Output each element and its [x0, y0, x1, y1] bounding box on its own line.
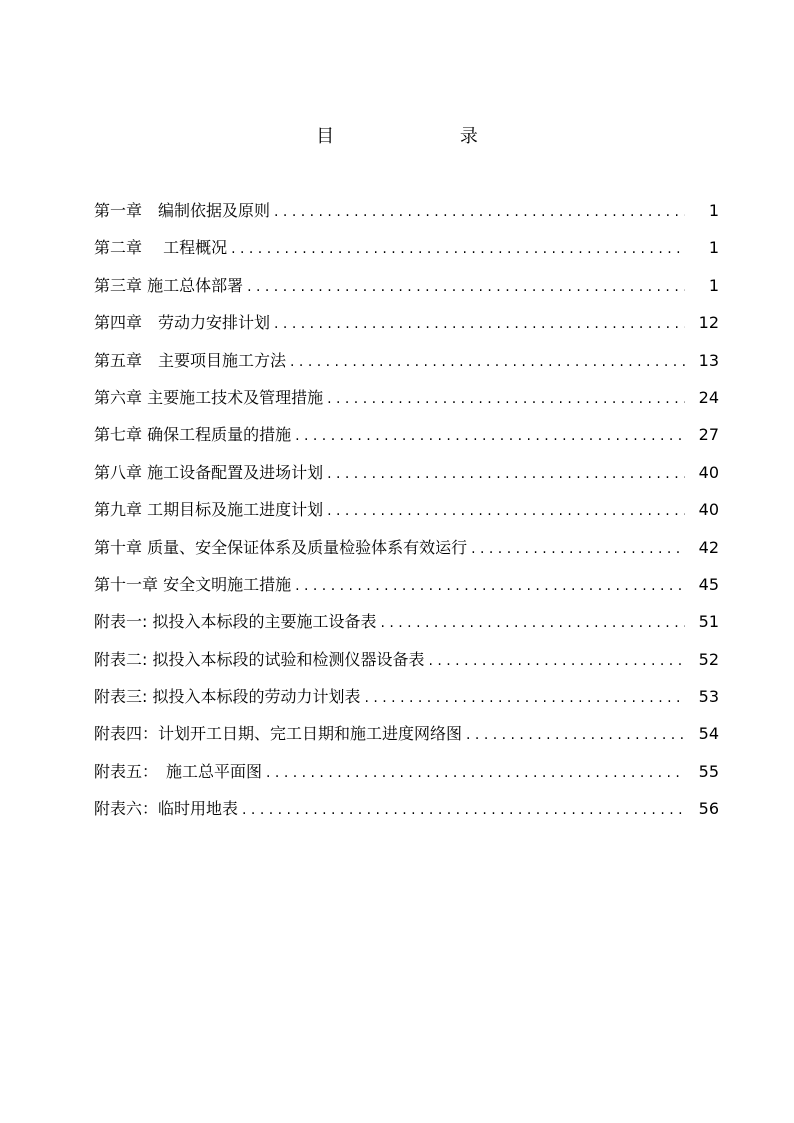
toc-entry — [94, 720, 719, 757]
toc-entry-label: 第三章 施工总体部署 — [94, 275, 244, 295]
toc-leader-dots — [274, 198, 685, 226]
toc-entry-page: 1 — [708, 238, 719, 258]
toc-leader-dots — [274, 310, 685, 338]
toc-leader-dots — [466, 721, 685, 749]
toc-entry-label: 附表五： 施工总平面图 — [94, 761, 263, 781]
toc-entry-label: 第十一章 安全文明施工措施 — [94, 574, 292, 594]
toc-entry-label: 第二章 工程概况 — [94, 238, 228, 258]
toc-leader-dots — [247, 273, 685, 301]
toc-entry-page: 56 — [698, 799, 719, 819]
toc-entry-label: 附表二: 拟投入本标段的试验和检测仪器设备表 — [94, 649, 425, 669]
toc-leader-dots — [327, 385, 685, 413]
toc-entry-page: 45 — [698, 574, 719, 594]
toc-entry — [94, 795, 719, 832]
toc-entry — [94, 571, 719, 608]
toc-entry — [94, 608, 719, 645]
toc-leader-dots — [327, 460, 685, 488]
toc-entry-label: 附表六：临时用地表 — [94, 799, 239, 819]
toc-entry — [94, 459, 719, 496]
toc-entry-label: 第四章 劳动力安排计划 — [94, 313, 271, 333]
toc-leader-dots — [295, 422, 685, 450]
toc-list — [94, 197, 719, 833]
toc-entry-label: 第九章 工期目标及施工进度计划 — [94, 500, 324, 520]
toc-entry-label: 第六章 主要施工技术及管理措施 — [94, 387, 324, 407]
toc-entry-label: 第十章 质量、安全保证体系及质量检验体系有效运行 — [94, 537, 468, 557]
toc-entry-page: 40 — [698, 462, 719, 482]
toc-entry-page: 54 — [698, 724, 719, 744]
toc-entry — [94, 758, 719, 795]
toc-entry-page: 51 — [698, 612, 719, 632]
toc-entry-label: 第八章 施工设备配置及进场计划 — [94, 462, 324, 482]
toc-entry-label: 附表三: 拟投入本标段的劳动力计划表 — [94, 687, 361, 707]
toc-title: 目 录 — [316, 126, 538, 147]
toc-entry — [94, 496, 719, 533]
toc-entry-page: 53 — [698, 687, 719, 707]
toc-entry — [94, 421, 719, 458]
toc-leader-dots — [231, 235, 685, 263]
toc-leader-dots — [364, 684, 685, 712]
toc-entry-label: 第七章 确保工程质量的措施 — [94, 425, 292, 445]
toc-entry — [94, 683, 719, 720]
toc-entry-page: 40 — [698, 500, 719, 520]
toc-entry-label: 附表四：计划开工日期、完工日期和施工进度网络图 — [94, 724, 463, 744]
toc-entry-page: 55 — [698, 761, 719, 781]
toc-entry — [94, 234, 719, 271]
toc-leader-dots — [471, 535, 685, 563]
toc-entry-page: 27 — [698, 425, 719, 445]
toc-leader-dots — [295, 572, 685, 600]
toc-leader-dots — [428, 647, 685, 675]
toc-leader-dots — [290, 348, 685, 376]
toc-entry-label: 附表一: 拟投入本标段的主要施工设备表 — [94, 612, 377, 632]
toc-entry — [94, 309, 719, 346]
toc-leader-dots — [266, 759, 685, 787]
toc-leader-dots — [380, 609, 685, 637]
toc-entry-page: 24 — [698, 387, 719, 407]
toc-entry — [94, 347, 719, 384]
toc-leader-dots — [242, 796, 685, 824]
toc-leader-dots — [327, 497, 685, 525]
toc-entry — [94, 384, 719, 421]
toc-entry-label: 第五章 主要项目施工方法 — [94, 350, 287, 370]
toc-entry-page: 12 — [698, 313, 719, 333]
toc-entry — [94, 534, 719, 571]
toc-entry-page: 13 — [698, 350, 719, 370]
toc-entry-page: 52 — [698, 649, 719, 669]
toc-entry-page: 42 — [698, 537, 719, 557]
toc-entry — [94, 197, 719, 234]
toc-entry-page: 1 — [708, 201, 719, 220]
toc-entry-page: 1 — [708, 275, 719, 295]
toc-entry — [94, 272, 719, 309]
toc-entry — [94, 646, 719, 683]
toc-entry-label: 第一章 编制依据及原则 — [94, 201, 271, 220]
